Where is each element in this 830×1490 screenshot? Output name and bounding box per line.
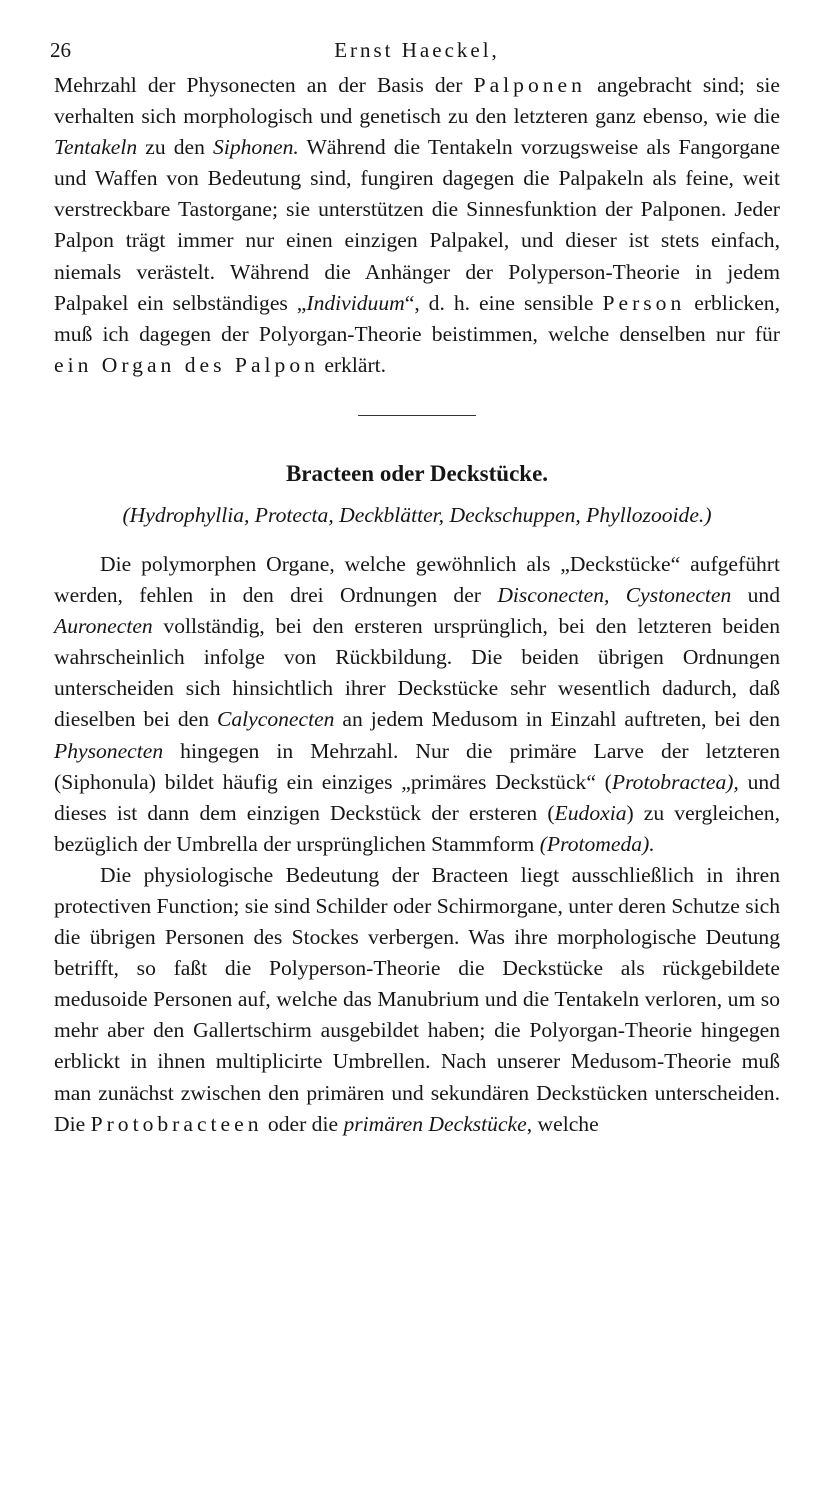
italic-term: Siphonen. xyxy=(213,135,299,160)
italic-term: primären Deckstücke xyxy=(343,1111,527,1136)
italic-term: Disconecten, xyxy=(497,583,610,608)
section-title: Bracteen oder Deckstücke. xyxy=(285,460,549,486)
paragraph-deckstuecke: Die polymorphen Organe, welche gewöhnlich als „Deckstücke“ aufgeführt werden, fehlen in den drei Ordnungen der Disconecten, Cystonecten und Auronecten vollständig, bei den ersteren ursprünglich, bei den letzteren beiden wahrscheinlich infolge von Rückbildung. Die beiden übrigen Ordnungen unterscheiden sich hinsichtlich ihrer Deckstücke sehr wesentlich dadurch, daß dieselben bei den Calyconecten an jedem Medusom in Einzahl auftreten, bei den Physonecten hingegen in Mehrzahl. Nur die primäre Larve der letzteren (Siphonula) bildet häufig ein einziges „primäres Deckstück“ (Protobractea), und dieses ist dann dem einzigen Deckstück der ersteren (Eudoxia) zu vergleichen, bezüglich der Umbrella der ursprünglichen Stammform (Protomeda). xyxy=(54,551,780,856)
italic-term: Eudoxia xyxy=(554,800,627,825)
book-page xyxy=(50,30,780,1140)
italic-term: (Protomeda). xyxy=(539,831,655,856)
italic-term: Protobractea), xyxy=(611,769,739,794)
italic-term: Tentakeln xyxy=(54,135,138,160)
section-divider xyxy=(358,415,476,416)
paragraph-bedeutung: Die physiologische Bedeutung der Bracteen liegt ausschließlich in ihren protectiven Function; sie sind Schilder oder Schirmorgane, unter deren Schutze sich die übrigen Personen des Stockes verbergen. Was ihre morphologische Deutung betrifft, so faßt die Polyperson-Theorie die Deckstücke als rückgebildete medusoide Personen auf, welche das Manubrium und die Tentakeln verloren, um so mehr aber den Gallertschirm ausgebildet haben; die Polyorgan-Theorie hingegen erblickt in ihnen multiplicirte Umbrellen. Nach unserer Medusom-Theorie muß man zunächst zwischen den primären und sekundären Deckstücken unterscheiden. Die Protobracteen oder die primären Deckstücke, welche xyxy=(54,862,780,1136)
italic-term: Cystonecten xyxy=(625,583,732,608)
italic-term: Physonecten xyxy=(54,738,164,763)
spaced-term: Person xyxy=(602,290,686,315)
spaced-term: Protobracteen xyxy=(90,1111,263,1136)
paragraph-palpakeln: Mehrzahl der Physonecten an der Basis der Palponen angebracht sind; sie verhalten sich morphologisch und genetisch zu den letzteren ganz ebenso, wie die Tentakeln zu den Siphonen. Während die Tentakeln vorzugsweise als Fangorgane und Waffen von Bedeutung sind, fungiren dagegen die Palpakeln als feine, weit verstreckbare Tastorgane; sie unterstützen die Sinnesfunktion der Palponen. Jeder Palpon trägt immer nur einen einzigen Palpakel, und dieser ist stets einfach, niemals verästelt. Während die Anhänger der Polyperson-Theorie in jedem Palpakel ein selbständiges „Individuum“, d. h. eine sensible Person erblicken, muß ich dagegen der Polyorgan-Theorie beistimmen, welche denselben nur für ein Organ des Palpon erklärt. xyxy=(54,73,780,377)
spaced-term: Palponen xyxy=(473,73,586,97)
italic-term: Calyconecten xyxy=(216,707,335,732)
page-number: 26 xyxy=(50,38,71,62)
page-header xyxy=(50,30,780,70)
running-head: Ernst Haeckel, xyxy=(334,38,500,62)
italic-term: Auronecten xyxy=(54,614,153,639)
italic-term: Individuum xyxy=(306,290,405,315)
section-synonyms: (Hydrophyllia, Protecta, Deckblätter, Deckschuppen, Phyllozooide.) xyxy=(122,502,712,527)
spaced-term: ein Organ des Palpon xyxy=(54,352,319,377)
